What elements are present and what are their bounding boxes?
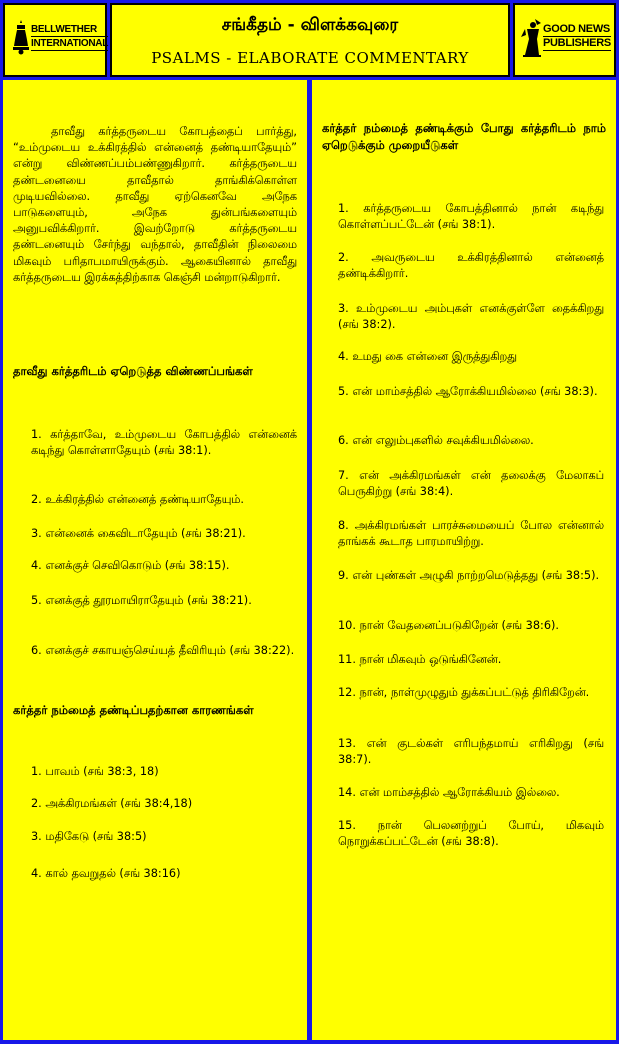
title-english: PSALMS - ELABORATE COMMENTARY (151, 49, 469, 67)
list-item: 4. கால் தவறுதல் (சங் 38:16) (31, 867, 181, 880)
list-item: 3. உம்முடைய அம்புகள் எனக்குள்ளே தைக்கிறது (சங் 38:2). (338, 302, 604, 331)
right-column (312, 80, 616, 1040)
list-item: 12. நான், நாள்முழுதும் துக்கப்பட்டுத் திரிகிறேன். (338, 686, 590, 699)
list-item: 13. என் குடல்கள் எரிபந்தமாய் எரிகிறது (சங் 38:7). (338, 737, 604, 766)
list-item: 1. பாவம் (சங் 38:3, 18) (31, 765, 159, 778)
title-tamil: சங்கீதம் - விளக்கவுரை (221, 15, 399, 35)
bellwether-wordmark: BELLWETHER INTERNATIONAL (31, 24, 109, 49)
intro-paragraph: தாவீது கர்த்தருடைய கோபத்தைப் பார்த்து, “உம்முடைய உக்கிரத்தில் என்னைத் தண்டியாதேயும்” என்று விண்ணப்பம்பண்ணுகிறார். கர்த்தருடைய தண்டனையை தாவீதால் தாங்கிக்கொள்ள முடியவில்லை. தாவீது ஏற்கெனவே அநேக பாடுகளையும், அநேக துன்பங்களையும் அனுபவிக்கிறார். இவற்றோடு கர்த்தருடைய தண்டனையும் சேர்ந்து வந்தால், தாவீதின் நிலைமை மிகவும் பரிதாபமாயிருக்கும். ஆகையினால் தாவீது கர்த்தருடைய இரக்கத்திற்காக கெஞ்சி மன்றாடுகிறார். (13, 125, 297, 284)
list-item: 11. நான் மிகவும் ஒடுங்கினேன். (338, 653, 502, 666)
list-item: 10. நான் வேதனைப்படுகிறேன் (சங் 38:6). (338, 619, 560, 632)
list-item: 2. உக்கிரத்தில் என்னைத் தண்டியாதேயும். (31, 493, 244, 506)
left-column (3, 80, 307, 1040)
list-item: 1. கர்த்தருடைய கோபத்தினால் நான் கடிந்து கொள்ளப்பட்டேன் (சங் 38:1). (338, 202, 604, 231)
good-news-wordmark: GOOD NEWS PUBLISHERS (543, 23, 611, 49)
bell-icon (13, 19, 29, 55)
section1-heading: தாவீது கர்த்தரிடம் ஏறெடுத்த விண்ணப்பங்கள் (13, 364, 253, 378)
list-item: 14. என் மாம்சத்தில் ஆரோக்கியம் இல்லை. (338, 786, 560, 799)
list-item: 6. எனக்குச் சகாயஞ்செய்யத் தீவிரியும் (சங் 38:22). (31, 644, 295, 657)
list-item: 3. என்னைக் கைவிடாதேயும் (சங் 38:21). (31, 527, 246, 540)
header-left-logo-panel (3, 3, 107, 77)
list-item: 5. என் மாம்சத்தில் ஆரோக்கியமில்லை (சங் 38:3). (338, 385, 598, 398)
list-item: 7. என் அக்கிரமங்கள் என் தலைக்கு மேலாகப் பெருகிற்று (சங் 38:4). (338, 469, 604, 498)
good-news-logo (521, 15, 609, 65)
list-item: 15. நான் பெலனற்றுப் போய், மிகவும் நொறுக்கப்பட்டேன் (சங் 38:8). (338, 819, 604, 848)
list-item: 4. உமது கை என்னை இருத்துகிறது (338, 350, 517, 363)
list-item: 5. எனக்குத் தூரமாயிராதேயும் (சங் 38:21). (31, 594, 252, 607)
list-item: 6. என் எலும்புகளில் சவுக்கியமில்லை. (338, 434, 534, 447)
header-right-logo-panel (513, 3, 616, 77)
list-item: 2. அவருடைய உக்கிரத்தினால் என்னைத் தண்டிக்கிறார். (338, 251, 604, 280)
list-item: 3. மதிகேடு (சங் 38:5) (31, 830, 147, 843)
section2-heading: கர்த்தர் நம்மைத் தண்டிப்பதற்கான காரணங்கள் (13, 703, 254, 717)
right-heading: கர்த்தர் நம்மைத் தண்டிக்கும் போது கர்த்தரிடம் நாம் ஏறெடுக்கும் முறையீடுகள் (322, 121, 606, 152)
list-item: 2. அக்கிரமங்கள் (சங் 38:4,18) (31, 797, 193, 810)
list-item: 8. அக்கிரமங்கள் பாரச்சுமையைப் போல என்னால் தாங்கக் கூடாத பாரமாயிற்று. (338, 519, 604, 548)
angel-trumpet-icon (521, 17, 543, 57)
list-item: 4. எனக்குச் செவிகொடும் (சங் 38:15). (31, 559, 230, 572)
bellwether-logo (13, 15, 109, 65)
list-item: 9. என் புண்கள் அழுகி நாற்றமெடுத்தது (சங் 38:5). (338, 569, 600, 582)
header-title-panel (110, 3, 510, 77)
list-item: 1. கர்த்தாவே, உம்முடைய கோபத்தில் என்னைக் கடிந்து கொள்ளாதேயும் (சங் 38:1). (31, 428, 297, 457)
